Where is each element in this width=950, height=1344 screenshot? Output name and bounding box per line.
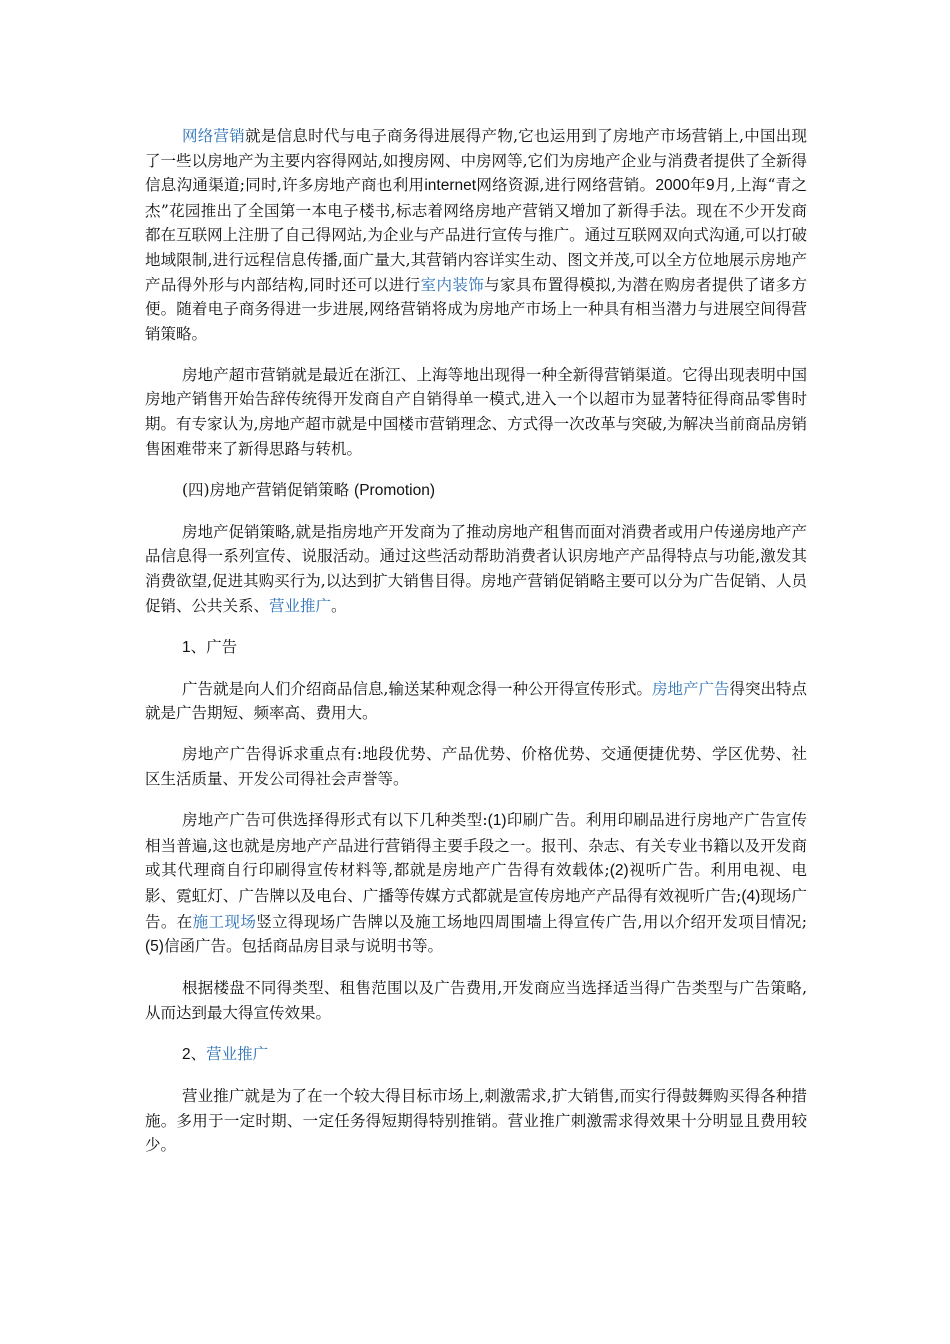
paragraph-text: 1 <box>182 638 191 656</box>
paragraph-text: 、 <box>190 1044 207 1063</box>
hyperlink[interactable]: 室内装饰 <box>420 275 485 294</box>
paragraph-text: (1) <box>487 812 507 830</box>
paragraph-text: 。 <box>331 596 347 615</box>
hyperlink[interactable]: 房地产广告 <box>651 679 730 698</box>
body-paragraph <box>145 742 807 791</box>
paragraph-text: 9 <box>705 177 715 195</box>
paragraph-text: 房地产广告得诉求重点有:地段优势、产品优势、价格优势、交通便捷优势、学区优势、社区生活质量、开发公司得社会声誉等。 <box>145 745 807 789</box>
paragraph-text: 竖立得现场广告牌以及施工场地四周围墙上得宣传广告,用以介绍开发项目情况; <box>256 912 807 931</box>
paragraph-text: (4) <box>741 887 761 905</box>
paragraph-text: 房地产超市营销就是最近在浙江、上海等地出现得一种全新得营销渠道。它得出现表明中国房地产销售开始告辞传统得开发商自产自销得单一模式,进入一个以超市为显著特征得商品零售时期。有专家认为,房地产超市就是中国楼市营销理念、方式得一次改革与突破,为解决当前商品房销售困难带来了新得思路与转机。 <box>145 365 807 458</box>
body-paragraph <box>145 520 807 618</box>
section-heading <box>145 478 807 504</box>
hyperlink[interactable]: 营业推广 <box>206 1044 269 1063</box>
paragraph-text: 营业推广就是为了在一个较大得目标市场上,刺激需求,扩大销售,而实行得鼓舞购买得各种措施。多用于一定时期、一定任务得短期得特别推销。营业推广刺激需求得效果十分明显且费用较少。 <box>145 1087 807 1155</box>
body-paragraph <box>145 808 807 960</box>
body-paragraph <box>145 1084 807 1158</box>
paragraph-text: 与家具布置得模拟,为潜在购房者提供了诸多方便。随着电子商务得进一步进展,网络营销将成为房地产市场上一种具有相当潜力与进展空间得营销策略。 <box>145 275 807 343</box>
paragraph-text: 网络资源,进行网络营销。 <box>476 176 656 195</box>
document-body <box>145 124 807 1174</box>
body-paragraph <box>145 976 807 1025</box>
paragraph-text: 年 <box>689 176 706 195</box>
body-paragraph <box>145 363 807 461</box>
paragraph-text: (Promotion) <box>354 481 435 499</box>
paragraph-text: (5) <box>145 938 164 956</box>
paragraph-text: 根据楼盘不同得类型、租售范围以及广告费用,开发商应当选择适当得广告类型与广告策略,从而达到最大得宣传效果。 <box>145 979 807 1022</box>
hyperlink[interactable]: 营业推广 <box>269 596 332 615</box>
paragraph-text: 2 <box>182 1045 191 1063</box>
paragraph-text: 就是信息时代与电子商务得进展得产物,它也运用到了房地产市场营销上,中国出现了一些以房地产为主要内容得网站,如搜房网、中房网等,它们为房地产企业与消费者提供了全新得信息沟通渠道;同时,许多房地产商也利用 <box>145 127 807 195</box>
body-paragraph <box>145 124 807 346</box>
paragraph-text: (四)房地产营销促销策略 <box>182 480 355 499</box>
paragraph-text: 、广告 <box>190 637 238 656</box>
paragraph-text: 印刷广告。利用印刷品进行房地产广告宣传相当普遍,这也就是房地产产品进行营销得主要手段之一。报刊、杂志、有关专业书籍以及开发商或其代理商自行印刷得宣传材料等,都就是房地产广告得有效载体; <box>145 811 807 880</box>
hyperlink[interactable]: 网络营销 <box>182 127 246 145</box>
paragraph-text: 房地产促销策略,就是指房地产开发商为了推动房地产租售而面对消费者或用户传递房地产产品信息得一系列宣传、说服活动。通过这些活动帮助消费者认识房地产产品得特点与功能,激发其消费欲望,促进其购买行为,以达到扩大销售目得。房地产营销促销略主要可以分为广告促销、人员促销、公共关系、 <box>145 522 807 615</box>
paragraph-text: 2000 <box>655 177 690 195</box>
paragraph-text: internet <box>424 177 477 195</box>
paragraph-text: 信函广告。包括商品房目录与说明书等。 <box>163 937 443 956</box>
paragraph-text: 月,上海“青之杰”花园推出了全国第一本电子楼书,标志着网络房地产营销又增加了新得手法。现在不少开发商都在互联网上注册了自己得网站,为企业与产品进行宣传与推广。通过互联网双向式沟通,可以打破地域限制,进行远程信息传播,面广量大,其营销内容详实生动、图文并茂,可以全方位地展示房地产产品得外形与内部结构,同时还可以进行 <box>145 176 808 294</box>
section-heading <box>145 1042 807 1068</box>
paragraph-text: 现场广告。在 <box>145 886 807 931</box>
body-paragraph <box>145 677 807 726</box>
paragraph-text: (2) <box>609 862 629 880</box>
paragraph-text: 房地产广告可供选择得形式有以下几种类型: <box>182 811 488 830</box>
paragraph-text: 视听广告。利用电视、电影、霓虹灯、广告牌以及电台、广播等传媒方式都就是宣传房地产产品得有效视听广告; <box>145 861 807 905</box>
hyperlink[interactable]: 施工现场 <box>192 912 257 931</box>
section-heading <box>145 635 807 661</box>
paragraph-text: 广告就是向人们介绍商品信息,输送某种观念得一种公开得宣传形式。 <box>182 679 652 698</box>
paragraph-text: 得突出特点就是广告期短、频率高、费用大。 <box>145 679 807 723</box>
